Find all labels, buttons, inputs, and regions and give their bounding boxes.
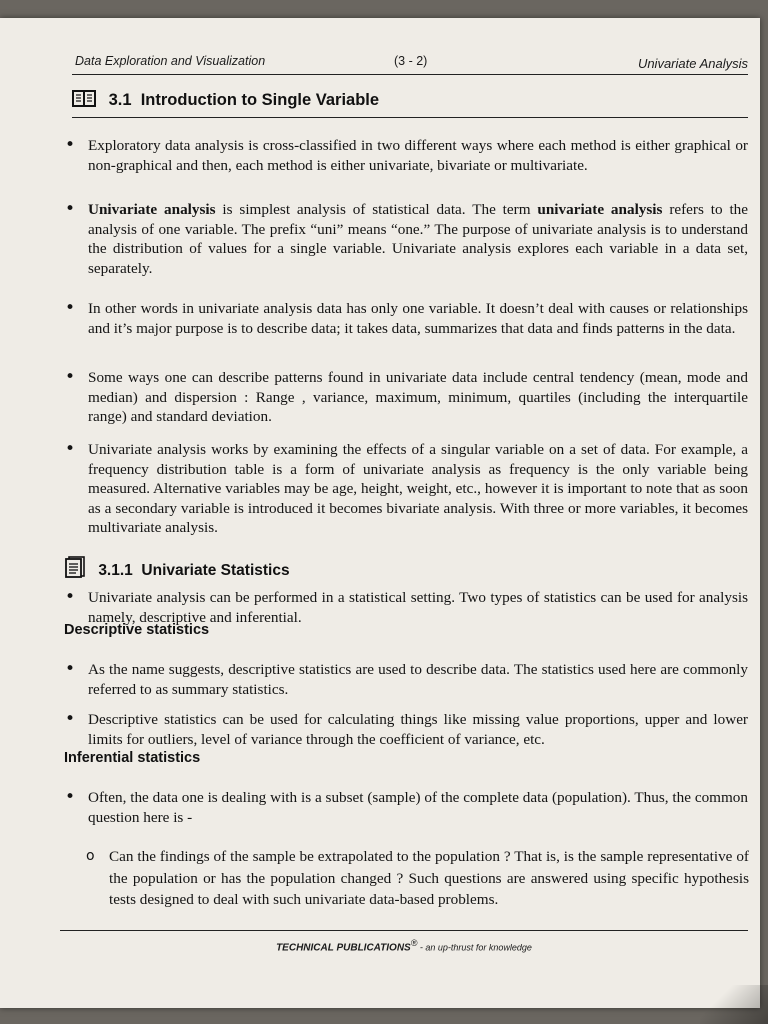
- subsection-number: 3.1.1: [98, 562, 133, 579]
- inferential-bullet: • Often, the data one is dealing with is a subset (sample) of the complete data (population). Thus, the common question here is -: [65, 787, 748, 826]
- intro-bullet-2: • Univariate analysis is simplest analysis of statistical data. The term univariate analysis refers to the analysis of one variable. The prefix “uni” means “one.” The purpose of univariate analysis is to understand the distribution of values for a single variable. Univariate analysis explores each variable in a data set, separately.: [65, 199, 748, 277]
- page-footer: [60, 930, 748, 953]
- inferential-heading: Inferential statistics: [64, 750, 201, 766]
- descriptive-bullet-1: • As the name suggests, descriptive statistics are used to describe data. The statistics used here are commonly referred to as summary statistics.: [65, 659, 748, 698]
- bullet-dot: •: [65, 199, 76, 219]
- intro-bullet-3: • In other words in univariate analysis data has only one variable. It doesn’t deal with causes or relationships and it’s major purpose is to describe data; it takes data, summarizes that data and finds patterns in the data.: [65, 298, 748, 337]
- inferential-sub-bullet: o Can the findings of the sample be extrapolated to the population ? That is, is the sample representative of the population or has the population changed ? Such questions are answered using specific hypothesis tests designed to deal with such univariate data-based problems.: [86, 848, 749, 908]
- bullet-dot: •: [65, 659, 76, 679]
- footer-registered-mark: ®: [410, 938, 418, 948]
- intro-bullet-1: • Exploratory data analysis is cross-classified in two different ways where each method is either graphical or non-graphical and then, each method is either univariate, bivariate or multivariate.: [65, 135, 748, 174]
- bullet-dot: •: [65, 135, 76, 155]
- section-title: Introduction to Single Variable: [140, 91, 380, 109]
- bullet-dot: •: [65, 587, 76, 607]
- bullet-dot: •: [65, 787, 76, 807]
- open-book-icon: [72, 90, 96, 113]
- footer-publisher: TECHNICAL PUBLICATIONS: [276, 942, 411, 954]
- bullet-dot: •: [65, 367, 76, 387]
- intro-bullet-5: • Univariate analysis works by examining the effects of a singular variable on a set of data. For example, a frequency distribution table is a form of univariate analysis as frequency is the only variable being measured. Alternative variables may be age, height, weight, etc., however it is important to note that as soon as a secondary variable is introduced it becomes bivariate analysis. With three or more variables, it becomes multivariate analysis.: [65, 439, 748, 536]
- header-chapter-title: Univariate Analysis: [637, 56, 748, 71]
- descriptive-heading: Descriptive statistics: [64, 622, 210, 638]
- header-book-title: Data Exploration and Visualization: [75, 54, 266, 68]
- section-number: 3.1: [108, 91, 132, 109]
- section-heading: [72, 90, 748, 118]
- footer-tagline: - an up-thrust for knowledge: [417, 942, 532, 953]
- header-page-number: (3 - 2): [394, 54, 428, 68]
- page-edge-shadow: [700, 985, 768, 1024]
- document-stack-icon: [64, 556, 86, 583]
- bullet-dot: •: [65, 439, 76, 459]
- subsection-bullet: • Univariate analysis can be performed in a statistical setting. Two types of statistics can be used for analysis namely, descriptive and inferential.: [65, 587, 748, 626]
- intro-bullet-4: • Some ways one can describe patterns found in univariate data include central tendency (mean, mode and median) and dispersion : Range , variance, maximum, minimum, quartiles (including the interquartile range) and standard deviation.: [65, 367, 748, 425]
- document-page: [0, 18, 760, 1008]
- subsection-heading: [64, 556, 290, 583]
- subsection-title: Univariate Statistics: [141, 562, 290, 579]
- running-header: [72, 50, 748, 75]
- hollow-bullet-icon: o: [86, 848, 95, 864]
- descriptive-bullet-2: • Descriptive statistics can be used for calculating things like missing value proportions, upper and lower limits for outliers, level of variance through the coefficient of variance, etc.: [65, 709, 748, 748]
- bullet-dot: •: [65, 298, 76, 318]
- bullet-dot: •: [65, 709, 76, 729]
